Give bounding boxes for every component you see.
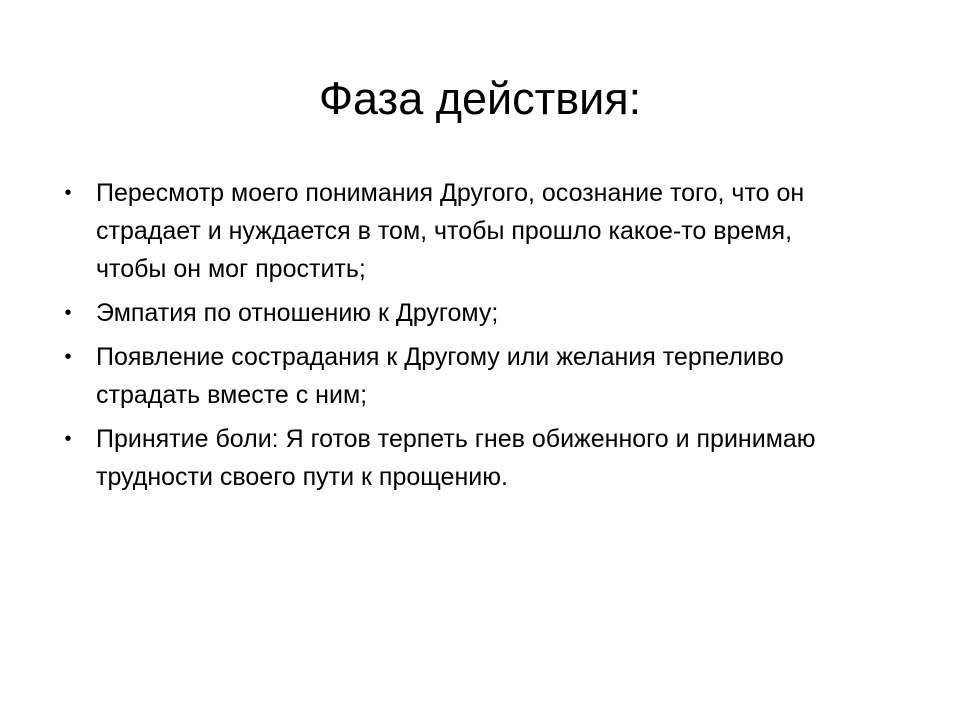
bullet-item (60, 174, 860, 288)
slide-title: Фаза действия: (318, 73, 642, 124)
bullet-text: Пересмотр моего понимания Другого, осознание того, что он страдает и нуждается в том, чтобы прошло какое-то время, чтобы он мог простить; (96, 179, 805, 283)
bullet-dot-icon: • (64, 428, 72, 450)
bullet-dot-icon: • (64, 346, 72, 368)
bullet-item (60, 338, 860, 414)
bullet-item (60, 294, 860, 332)
bullet-text: Эмпатия по отношению к Другому; (96, 299, 499, 327)
bullet-dot-icon: • (64, 182, 72, 204)
bullet-text: Принятие боли: Я готов терпеть гнев обиженного и принимаю трудности своего пути к прощению. (96, 425, 816, 491)
bullet-text: Появление сострадания к Другому или желания терпеливо страдать вместе с ним; (96, 343, 784, 409)
bullet-list (60, 174, 860, 502)
bullet-dot-icon: • (64, 302, 72, 324)
bullet-item (60, 420, 860, 496)
